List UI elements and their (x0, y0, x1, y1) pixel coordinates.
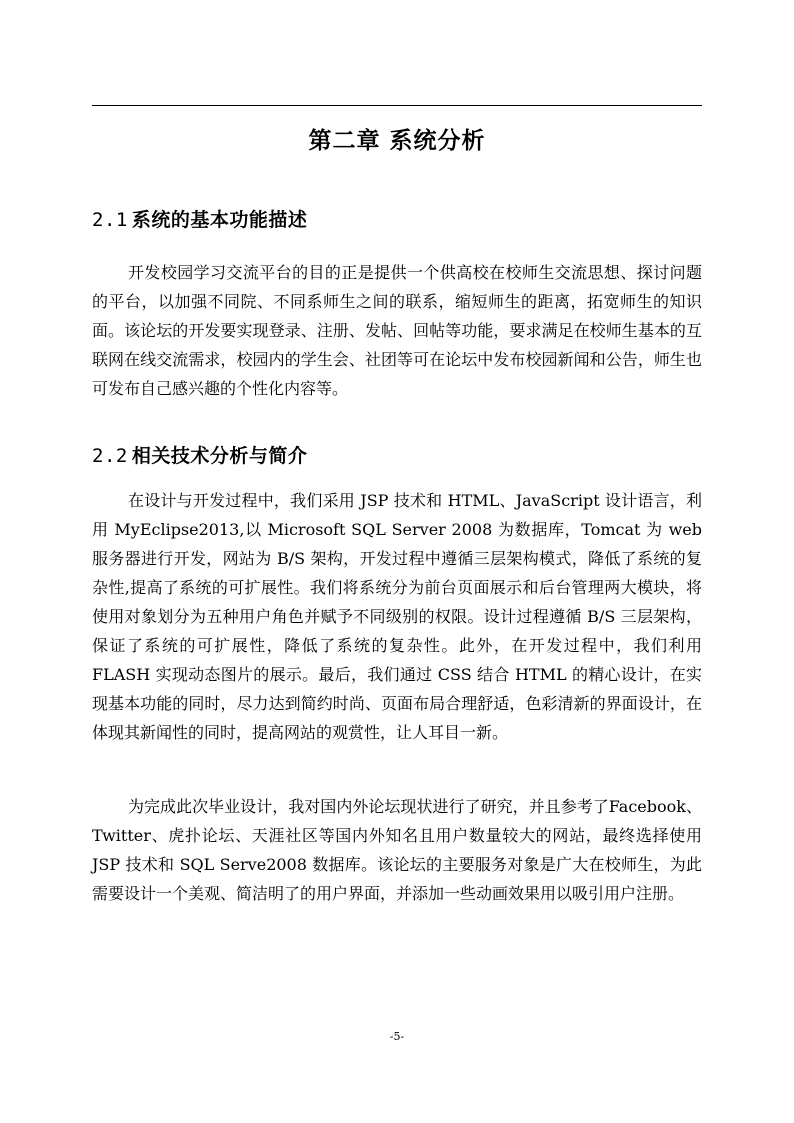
paragraph: 在设计与开发过程中，我们采用 JSP 技术和 HTML、JavaScript 设计语言，利用 MyEclipse2013,以 Microsoft SQL Server 2008 为数据库，Tomcat 为 web 服务器进行开发，网站为 B/S 架构，开发过程中遵循三层架构模式，降低了系统的复杂性,提高了系统的可扩展性。我们将系统分为前台页面展示和后台管理两大模块，将使用对象划分为五种用户角色并赋予不同级别的权限。设计过程遵循 B/S 三层架构，保证了系统的可扩展性，降低了系统的复杂性。此外，在开发过程中，我们利用 FLASH 实现动态图片的展示。最后，我们通过 CSS 结合 HTML 的精心设计，在实现基本功能的同时，尽力达到简约时尚、页面布局合理舒适，色彩清新的界面设计，在体现其新闻性的同时，提高网站的观赏性，让人耳目一新。 (92, 491, 702, 742)
paragraph: 为完成此次毕业设计，我对国内外论坛现状进行了研究，并且参考了Facebook、Twitter、虎扑论坛、天涯社区等国内外知名且用户数量较大的网站，最终选择使用 JSP 技术和 SQL Serve2008 数据库。该论坛的主要服务对象是广大在校师生，为此需要设计一个美观、简洁明了的用户界面，并添加一些动画效果用以吸引用户注册。 (92, 797, 702, 903)
section-number: 2.1 (92, 209, 128, 231)
header-rule (92, 105, 702, 106)
section-title: 相关技术分析与简介 (131, 445, 308, 467)
chapter-title: 第二章 系统分析 (308, 128, 486, 154)
section-number: 2.2 (92, 445, 128, 467)
paragraph: 开发校园学习交流平台的目的正是提供一个供高校在校师生交流思想、探讨问题的平台，以加强不同院、不同系师生之间的联系，缩短师生的距离，拓宽师生的知识面。该论坛的开发要实现登录、注册、发帖、回帖等功能，要求满足在校师生基本的互联网在线交流需求，校园内的学生会、社团等可在论坛中发布校园新闻和公告，师生也可发布自己感兴趣的个性化内容等。 (92, 263, 702, 398)
section-heading-2-2 (92, 441, 307, 468)
section-title: 系统的基本功能描述 (131, 209, 308, 231)
page-number: -5- (389, 1030, 405, 1043)
section-heading-2-1 (92, 205, 307, 232)
